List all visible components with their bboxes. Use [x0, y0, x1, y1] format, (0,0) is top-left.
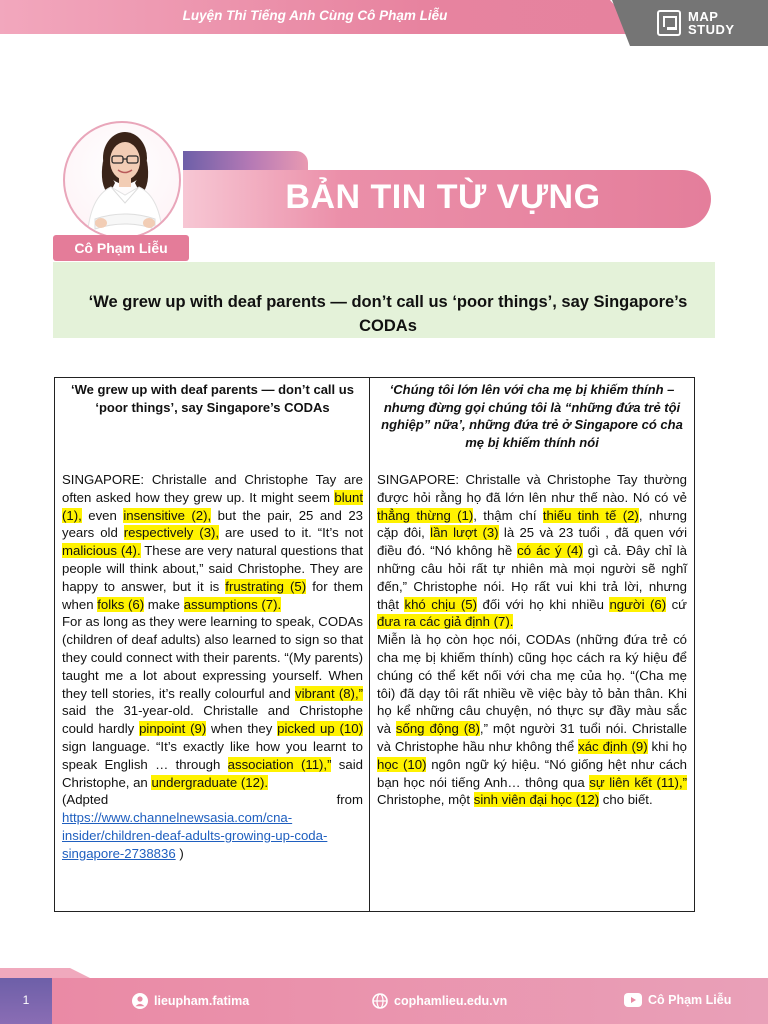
- vocab-highlight: undergraduate (12).: [151, 774, 269, 790]
- source-line: (Adpted from: [62, 792, 363, 808]
- footer-accent: [0, 968, 90, 978]
- teacher-name-tag: Cô Phạm Liễu: [53, 235, 189, 261]
- facebook-icon: [132, 993, 148, 1009]
- vocab-highlight: thẳng thừng (1): [377, 507, 474, 523]
- english-paragraph-1: SINGAPORE: Christalle and Christophe Tay are often asked how they grew up. It might seem blunt (1), even insensitive (2), but the pair, 25 and 23 years old respectively (3), are used to it. “It’s not malicious (4). These are very natural questions that people will think about,” said Christophe. They are happy to answer, but it is frustrating (5) for them when folks (6) make assumptions (7).: [62, 472, 364, 612]
- english-column: [55, 378, 370, 911]
- vocab-highlight: sống động (8): [395, 721, 480, 737]
- footer-youtube[interactable]: Cô Phạm Liễu: [624, 993, 731, 1007]
- vocab-highlight: học (10): [377, 756, 427, 772]
- vocab-highlight: respectively (3),: [123, 525, 220, 541]
- vocab-highlight: malicious (4).: [62, 543, 141, 559]
- vietnamese-paragraph-1: SINGAPORE: Christalle và Christophe Tay thường được hỏi rằng họ đã lớn lên như thế nào. Nó có vẻ thẳng thừng (1), thậm chí thiếu tinh tế (2), nhưng cặp đôi, lần lượt (3) là 25 và 23 tuổi , đã quen với điều đó. “Nó không hề có ác ý (4) gì cả. Đây chỉ là những câu hỏi rất tự nhiên mà mọi người sẽ nghĩ đến,” Christophe nói. Họ rất vui khi trả lời, nhưng thật khó chịu (5) đối với họ khi nhiều người (6) cứ đưa ra các giả định (7).: [377, 472, 688, 630]
- vocab-highlight: assumptions (7).: [183, 596, 282, 612]
- vocab-highlight: blunt (1),: [62, 489, 363, 523]
- vocab-highlight: picked up (10): [277, 721, 363, 737]
- vocab-highlight: người (6): [609, 596, 667, 612]
- bilingual-table: [54, 377, 695, 912]
- vocab-highlight: vibrant (8),”: [295, 685, 363, 701]
- footer-facebook[interactable]: lieupham.fatima: [132, 993, 249, 1009]
- vocab-highlight: pinpoint (9): [139, 721, 207, 737]
- banner-accent-tab: [183, 151, 308, 171]
- mapstudy-logo-icon: [657, 10, 681, 36]
- vocab-highlight: đưa ra các giả định (7).: [377, 614, 514, 630]
- vocab-highlight: khó chịu (5): [404, 596, 478, 612]
- vocab-highlight: folks (6): [97, 596, 145, 612]
- vocab-highlight: có ác ý (4): [517, 543, 583, 559]
- vocab-highlight: insensitive (2),: [123, 507, 212, 523]
- teacher-portrait-icon: [65, 123, 181, 239]
- vocab-highlight: lần lượt (3): [430, 525, 499, 541]
- source-link[interactable]: https://www.channelnewsasia.com/cna-insider/children-deaf-adults-growing-up-coda-singapore-2738836: [62, 810, 328, 861]
- source-citation: https://www.channelnewsasia.com/cna-insider/children-deaf-adults-growing-up-coda-singapore-2738836 ): [62, 810, 328, 861]
- vietnamese-body: [377, 471, 687, 809]
- page-number: 1: [22, 993, 30, 1007]
- vocab-highlight: sự liên kết (11),”: [589, 774, 687, 790]
- article-headline: ‘We grew up with deaf parents — don’t call us ‘poor things’, say Singapore’s CODAs: [88, 293, 688, 335]
- vocab-highlight: sinh viên đại học (12): [473, 792, 600, 808]
- banner-title: BẢN TIN TỪ VỰNG: [285, 178, 601, 216]
- vietnamese-paragraph-2: Miễn là họ còn học nói, CODAs (những đứa trẻ có cha mẹ bị khiếm thính) cũng học cách ra ký hiệu để chúng có thể kết nối với cha mẹ của họ. “(Cha mẹ tôi) đã dạy tôi rất nhiều về việc bày tỏ bản thân. Khi họ kể những câu chuyện, nó thực sự đầy màu sắc và sống động (8),” một người 31 tuổi nói. Christalle và Christophe hầu như không thể xác định (9) khi họ học (10) ngôn ngữ ký hiệu. “Nó giống hệt như cách bạn học nói tiếng Anh… thông qua sự liên kết (11),” Christophe, một sinh viên đại học (12) cho biết.: [377, 632, 688, 808]
- footer-website[interactable]: cophamlieu.edu.vn: [372, 993, 507, 1009]
- vocab-highlight: xác định (9): [578, 738, 648, 754]
- vocab-highlight: association (11),”: [227, 756, 332, 772]
- youtube-icon: [624, 993, 642, 1007]
- globe-icon: [372, 993, 388, 1009]
- header-title: Luyện Thi Tiếng Anh Cùng Cô Phạm Liễu: [182, 8, 448, 23]
- vocab-highlight: thiếu tinh tế (2): [542, 507, 639, 523]
- vocab-highlight: frustrating (5): [225, 578, 307, 594]
- english-paragraph-2: For as long as they were learning to speak, CODAs (children of deaf adults) also learned to sign so that they could connect with their parents. “(My parents) taught me a lot about expressing yourself. When they tell stories, it’s really colourful and vibrant (8),” said the 31-year-old. Christalle and Christophe could hardly pinpoint (9) when they picked up (10) sign language. “It’s exactly like how you learnt to speak English … through association (11),” said Christophe, an undergraduate (12).: [62, 614, 363, 790]
- teacher-avatar: [63, 121, 181, 239]
- english-heading: ‘We grew up with deaf parents — don’t call us ‘poor things’, say Singapore’s CODAs: [71, 382, 354, 415]
- vietnamese-column: [370, 378, 693, 911]
- vietnamese-heading: ‘Chúng tôi lớn lên với cha mẹ bị khiếm thính – nhưng đừng gọi chúng tôi là “những đứa trẻ tội nghiệp” nữa’, những đứa trẻ ở Singapore có cha mẹ bị khiếm thính nói: [381, 382, 683, 450]
- mapstudy-logo-text: MAP STUDY: [688, 9, 735, 37]
- english-body: [62, 471, 363, 863]
